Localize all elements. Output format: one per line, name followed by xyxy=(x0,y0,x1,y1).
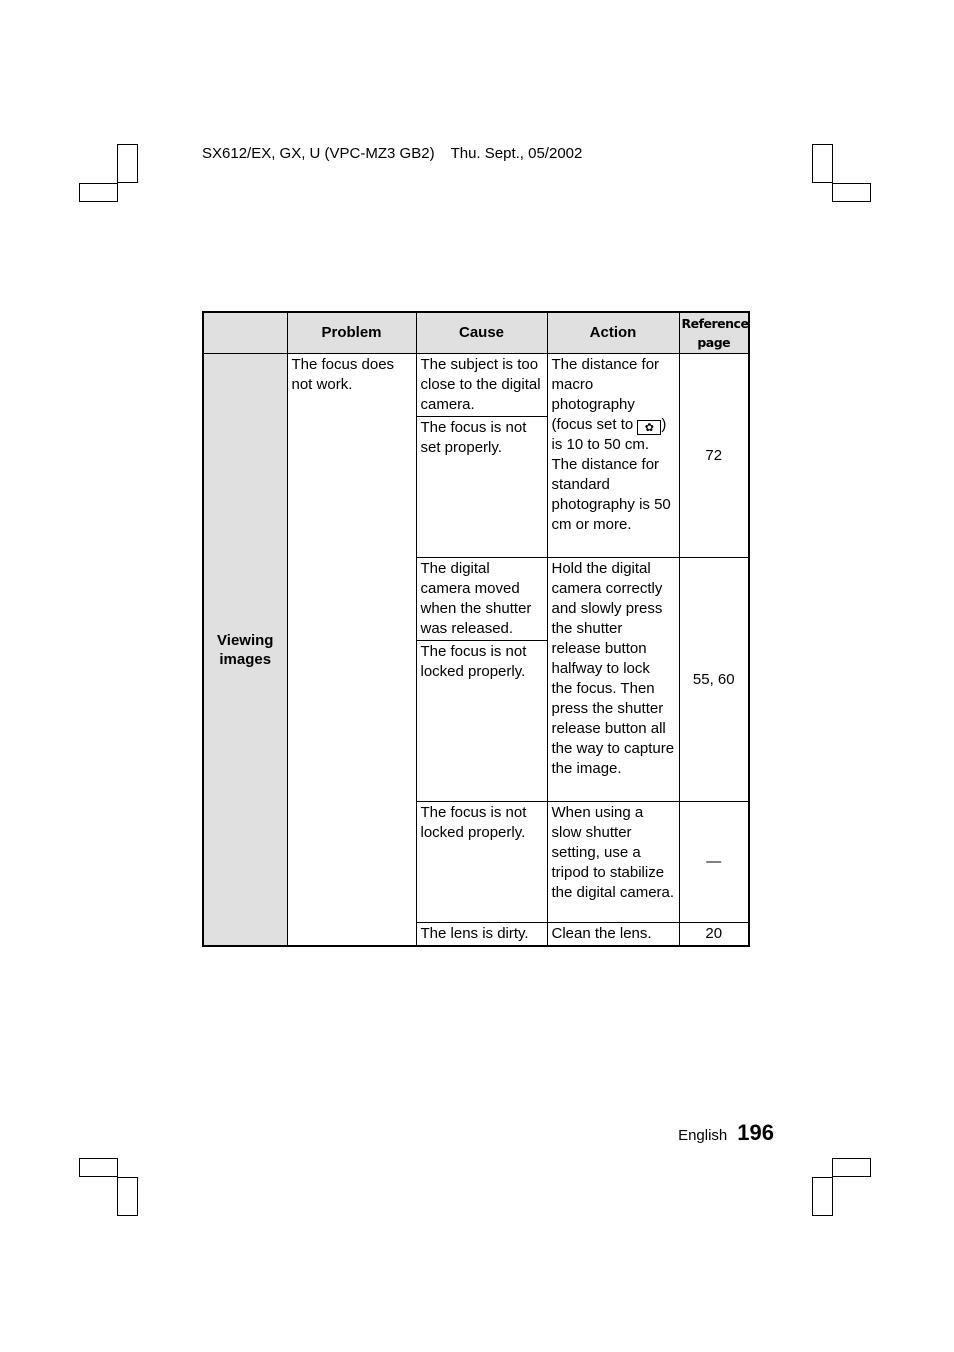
action-text: The distance for standard photography is 50 cm or more. xyxy=(551,456,671,533)
action-cell: Clean the lens. xyxy=(547,923,679,947)
print-header xyxy=(202,145,582,162)
column-header-problem: Problem xyxy=(287,312,416,354)
cause-cell: The focus is not set properly. xyxy=(416,417,547,558)
action-text: The distance for macro photography (focus set to xyxy=(551,356,660,433)
cause-cell: The digital camera moved when the shutter was released. xyxy=(416,558,547,641)
column-header-action: Action xyxy=(547,312,679,354)
reference-cell: 72 xyxy=(679,354,749,558)
cause-cell: The lens is dirty. xyxy=(416,923,547,947)
action-text: ) is 10 to 50 cm. xyxy=(551,416,667,453)
reference-cell: 20 xyxy=(679,923,749,947)
language-label: English xyxy=(678,1127,728,1144)
crop-mark xyxy=(812,144,833,183)
reference-cell: — xyxy=(679,802,749,923)
cause-cell: The subject is too close to the digital camera. xyxy=(416,354,547,417)
category-line2: images xyxy=(219,650,272,668)
problem-cell: The focus does not work. xyxy=(287,354,416,947)
reference-header-line1: Reference xyxy=(681,316,749,331)
page-footer xyxy=(678,1120,774,1146)
category-cell xyxy=(203,354,287,947)
action-cell: When using a slow shutter setting, use a tripod to stabilize the digital camera. xyxy=(547,802,679,923)
page-number: 196 xyxy=(737,1120,774,1145)
crop-mark xyxy=(832,1158,871,1177)
category-line1: Viewing xyxy=(217,631,274,649)
print-date: Thu. Sept., 05/2002 xyxy=(450,145,583,162)
macro-flower-icon: ✿ xyxy=(637,420,661,435)
column-header-cause: Cause xyxy=(416,312,547,354)
column-header-reference xyxy=(679,312,749,354)
crop-mark xyxy=(117,144,138,183)
action-cell: Hold the digital camera correctly and slowly press the shutter release button halfway to lock the focus. Then press the shutter release button all the way to capture the image. xyxy=(547,558,679,802)
table-header-row xyxy=(203,312,749,354)
reference-header-line2: page xyxy=(697,335,731,350)
table-row xyxy=(203,354,749,417)
crop-mark xyxy=(117,1177,138,1216)
column-header-category xyxy=(203,312,287,354)
crop-mark xyxy=(79,1158,118,1177)
reference-cell: 55, 60 xyxy=(679,558,749,802)
model-label: SX612/EX, GX, U (VPC-MZ3 GB2) xyxy=(202,145,435,162)
action-cell xyxy=(547,354,679,558)
crop-mark xyxy=(812,1177,833,1216)
crop-mark xyxy=(79,183,118,202)
troubleshooting-table xyxy=(202,311,750,947)
cause-cell: The focus is not locked properly. xyxy=(416,802,547,923)
crop-mark xyxy=(832,183,871,202)
cause-cell: The focus is not locked properly. xyxy=(416,641,547,802)
